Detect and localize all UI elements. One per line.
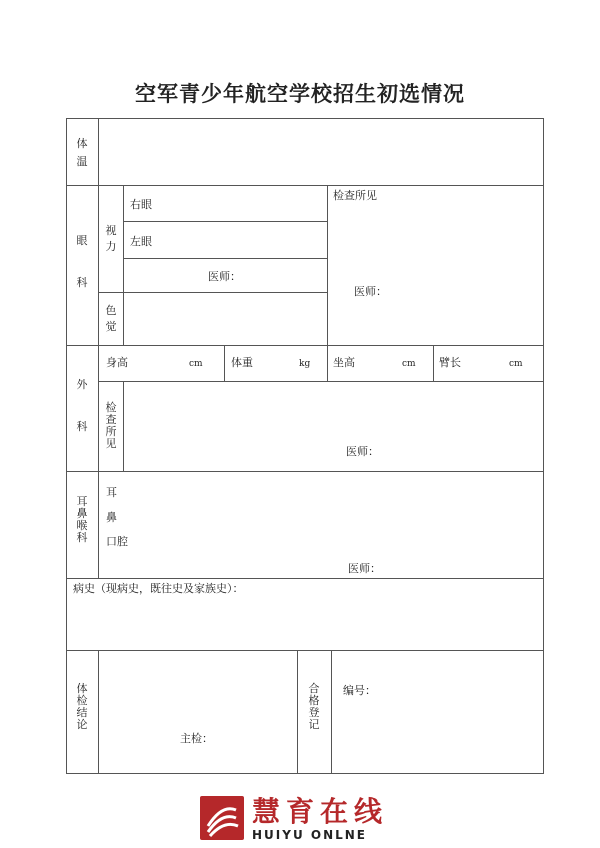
nose-label: 鼻 xyxy=(106,511,117,524)
surgery-doctor-label: 医师： xyxy=(346,445,379,458)
ear-label: 耳 xyxy=(106,486,117,499)
registration-number-label: 编号： xyxy=(343,684,376,697)
divider xyxy=(331,650,332,774)
weight-label: 体重 xyxy=(231,356,253,369)
height-label: 身高 xyxy=(106,356,128,369)
weight-unit: kg xyxy=(299,359,311,369)
table-border-right xyxy=(543,118,544,774)
divider xyxy=(98,118,99,346)
medical-history-label: 病史（现病史，既往史及家族史）： xyxy=(73,582,244,595)
arm-length-label: 臂长 xyxy=(439,356,461,369)
chief-examiner-label: 主检： xyxy=(180,732,213,745)
exam-conclusion-label: 体 检 结 论 xyxy=(76,682,88,731)
divider xyxy=(123,381,124,472)
table-border-left xyxy=(66,118,67,774)
vision-label: 视 力 xyxy=(105,224,117,253)
divider xyxy=(327,345,328,382)
divider xyxy=(433,345,434,382)
right-eye-label: 右眼 xyxy=(130,198,152,211)
divider xyxy=(98,650,99,774)
divider xyxy=(66,650,544,651)
divider xyxy=(66,345,544,346)
left-eye-label: 左眼 xyxy=(130,235,152,248)
divider xyxy=(123,258,328,259)
divider xyxy=(98,292,328,293)
eye-section-label: 眼 科 xyxy=(76,234,88,289)
surgery-section-label: 外 科 xyxy=(76,378,88,433)
eye-doctor-label: 医师： xyxy=(208,270,241,283)
divider xyxy=(98,381,544,382)
divider xyxy=(297,650,298,774)
divider xyxy=(66,578,544,579)
eye-findings-doctor-label: 医师： xyxy=(354,285,387,298)
sitting-height-unit: cm xyxy=(402,359,416,369)
table-border-bottom xyxy=(66,773,544,774)
eye-findings-label: 检查所见 xyxy=(333,189,377,202)
brand-logo-icon xyxy=(200,796,244,840)
divider xyxy=(98,345,99,578)
brand-logo xyxy=(200,796,405,846)
divider xyxy=(123,221,328,222)
height-unit: cm xyxy=(189,359,203,369)
sitting-height-label: 坐高 xyxy=(333,356,355,369)
table-border-top xyxy=(66,118,544,119)
ent-doctor-label: 医师： xyxy=(348,562,381,575)
surgery-findings-label: 检 查 所 见 xyxy=(105,401,117,450)
page-title: 空军青少年航空学校招生初选情况 xyxy=(135,81,465,106)
temperature-label: 体 温 xyxy=(76,137,88,168)
qualified-registration-label: 合 格 登 记 xyxy=(308,682,320,731)
brand-name-cn: 慧育在线 xyxy=(252,795,389,828)
divider xyxy=(66,471,544,472)
mouth-label: 口腔 xyxy=(106,535,128,548)
divider xyxy=(224,345,225,382)
divider xyxy=(66,185,544,186)
divider xyxy=(327,185,328,346)
color-vision-label: 色 觉 xyxy=(105,304,117,333)
ent-section-label: 耳 鼻 喉 科 xyxy=(76,495,88,544)
arm-length-unit: cm xyxy=(509,359,523,369)
divider xyxy=(123,185,124,346)
brand-name-en: HUIYU ONLNE xyxy=(252,828,367,842)
